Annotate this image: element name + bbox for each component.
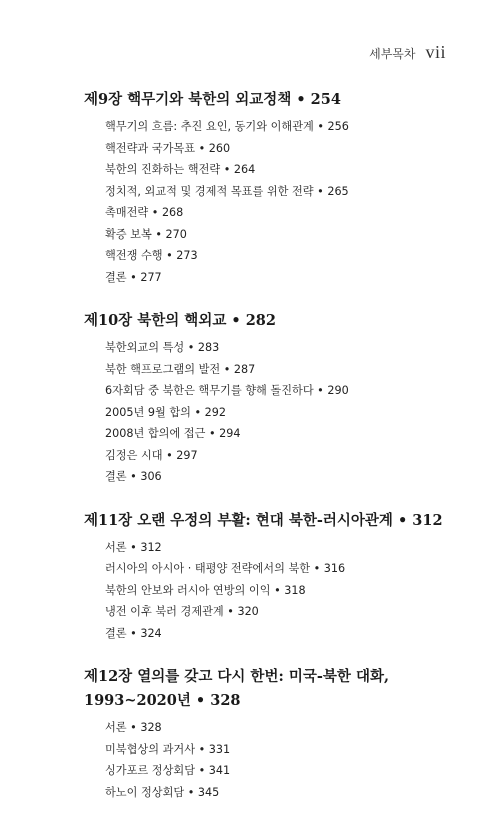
section-entry: 핵전략과 국가목표 • 260	[105, 141, 231, 155]
page-number: vii	[425, 42, 446, 62]
chapter-12	[84, 665, 460, 803]
section-entry: 서론 • 328	[105, 721, 162, 734]
section-entry: 싱가포르 정상회담 • 341	[105, 764, 231, 777]
section-entry: 확증 보복 • 270	[105, 227, 187, 241]
section-list	[84, 337, 460, 488]
chapter-10	[84, 309, 460, 488]
section-entry: 서론 • 312	[105, 540, 162, 554]
table-of-contents	[84, 88, 460, 824]
section-entry: 북한의 안보와 러시아 연방의 이익 • 318	[105, 583, 306, 597]
chapter-title	[84, 665, 460, 713]
section-list	[84, 537, 460, 645]
section-entry: 북한 핵프로그램의 발전 • 287	[105, 362, 256, 376]
section-entry: 냉전 이후 북러 경제관계 • 320	[105, 605, 259, 618]
section-entry: 북한의 진화하는 핵전략 • 264	[105, 163, 256, 176]
section-entry: 하노이 정상회담 • 345	[105, 785, 220, 799]
section-entry: 결론 • 306	[105, 470, 162, 483]
section-entry: 결론 • 277	[105, 270, 162, 284]
running-head	[369, 42, 446, 63]
section-entry: 6자회담 중 북한은 핵무기를 향해 돌진하다 • 290	[105, 384, 349, 397]
section-entry: 김정은 시대 • 297	[105, 448, 198, 462]
section-entry: 핵전쟁 수행 • 273	[105, 249, 198, 262]
section-entry: 정치적, 외교적 및 경제적 목표를 위한 전략 • 265	[105, 184, 349, 198]
section-list	[84, 717, 460, 803]
chapter-title: 제9장 핵무기와 북한의 외교정책 • 254	[84, 91, 341, 108]
section-entry: 2005년 9월 합의 • 292	[105, 405, 226, 419]
section-entry: 2008년 합의에 접근 • 294	[105, 427, 241, 440]
running-head-title: 세부목차	[369, 47, 416, 61]
chapter-9	[84, 88, 460, 288]
chapter-11	[84, 509, 460, 645]
chapter-title: 제11장 오랜 우정의 부활: 현대 북한-러시아관계 • 312	[84, 511, 443, 529]
section-entry: 핵무기의 흐름: 추진 요인, 동기와 이해관계 • 256	[105, 120, 349, 133]
chapter-title-line-1: 제12장 열의를 갖고 다시 한번: 미국-북한 대화,	[84, 668, 390, 685]
section-entry: 미북협상의 과거사 • 331	[105, 742, 231, 756]
chapter-title-line-2: 1993~2020년 • 328	[84, 692, 241, 709]
section-entry: 북한외교의 특성 • 283	[105, 341, 220, 354]
chapter-title: 제10장 북한의 핵외교 • 282	[84, 312, 276, 329]
section-entry: 촉매전략 • 268	[105, 206, 184, 219]
section-list	[84, 116, 460, 288]
section-entry: 러시아의 아시아 · 태평양 전략에서의 북한 • 316	[105, 562, 346, 575]
section-entry: 결론 • 324	[105, 626, 162, 640]
